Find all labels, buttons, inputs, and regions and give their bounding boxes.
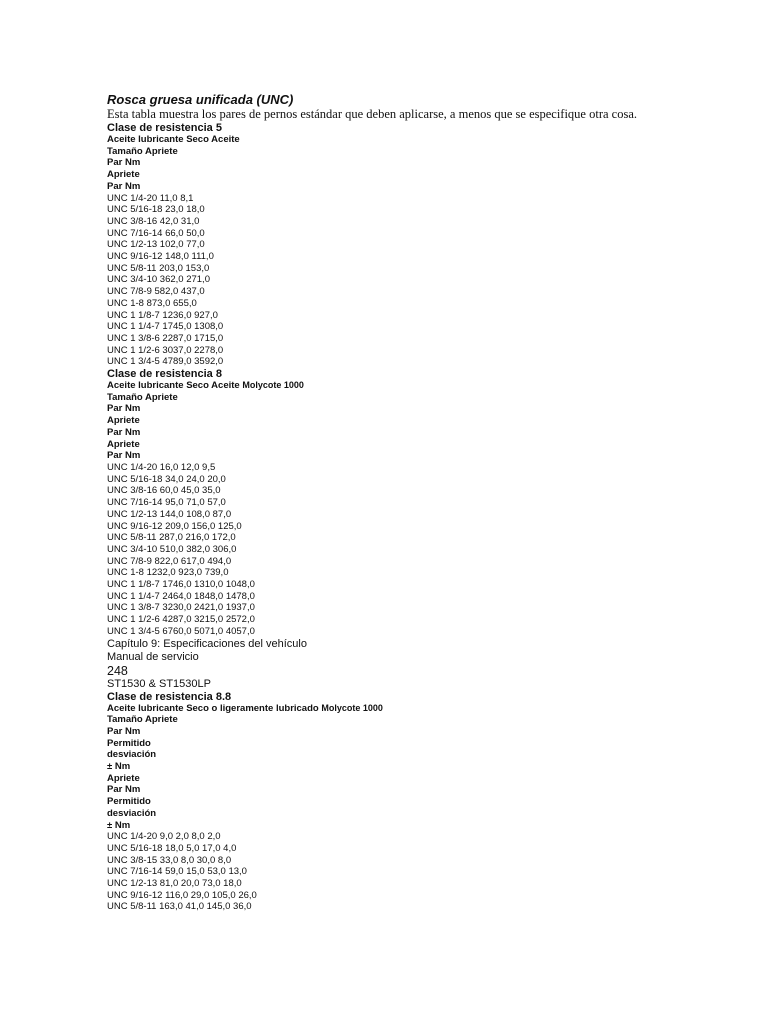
table-row: UNC 1/2-13 102,0 77,0 <box>107 239 205 251</box>
table-row: UNC 3/8-15 33,0 8,0 30,0 8,0 <box>107 854 232 866</box>
table-row: UNC 3/8-16 42,0 31,0 <box>107 215 200 227</box>
table-row: UNC 1 3/8-7 3230,0 2421,0 1937,0 <box>107 602 255 614</box>
table-header: Par Nm <box>107 725 141 737</box>
table-header: ± Nm <box>107 761 131 773</box>
table-header: Apriete <box>107 438 140 450</box>
table-header: Par Nm <box>107 450 141 462</box>
table-headers-class-8 <box>107 380 747 462</box>
manual-label: Manual de servicio <box>107 650 199 663</box>
table-row: UNC 1 1/4-7 1745,0 1308,0 <box>107 321 224 333</box>
section-heading-class-5: Clase de resistencia 5 <box>107 122 222 134</box>
table-header: desviación <box>107 807 157 819</box>
lubricant-header-text: Aceite lubricante Seco o ligeramente lubricado <box>107 702 319 714</box>
section-heading-class-8: Clase de resistencia 8 <box>107 368 222 381</box>
table-rows-class-8-8 <box>107 831 747 913</box>
table-row: UNC 1/4-20 11,0 8,1 <box>107 192 194 204</box>
section-heading-class-8-8: Clase de resistencia 8.8 <box>107 690 232 703</box>
table-row: UNC 9/16-12 209,0 156,0 125,0 <box>107 520 242 532</box>
table-row: UNC 1 3/8-6 2287,0 1715,0 <box>107 332 224 344</box>
table-header: ± Nm <box>107 819 131 831</box>
table-header: Tamaño Apriete <box>107 391 178 403</box>
table-row: UNC 5/8-11 203,0 153,0 <box>107 262 210 274</box>
table-header: desviación <box>107 749 157 761</box>
table-row: UNC 5/16-18 34,0 24,0 20,0 <box>107 473 226 485</box>
intro-paragraph: Esta tabla muestra los pares de pernos estándar que deben aplicarse, a menos que se especifique otra cosa. <box>107 107 637 121</box>
table-header: Permitido <box>107 796 151 808</box>
table-header: Par Nm <box>107 784 141 796</box>
table-row: UNC 9/16-12 148,0 111,0 <box>107 251 214 263</box>
table-header: Tamaño Apriete <box>107 145 178 157</box>
lubricant-header <box>107 380 747 392</box>
table-header: Par Nm <box>107 180 141 192</box>
table-row: UNC 5/16-18 23,0 18,0 <box>107 204 205 216</box>
lubricant-header-extra: Molycote 1000 <box>242 380 304 391</box>
table-row: UNC 1/2-13 144,0 108,0 87,0 <box>107 508 232 520</box>
table-row: UNC 1-8 873,0 655,0 <box>107 297 197 309</box>
page-title: Rosca gruesa unificada (UNC) <box>107 92 294 107</box>
model-label: ST1530 & ST1530LP <box>107 677 211 690</box>
lubricant-header-text: Aceite lubricante Seco Aceite <box>107 380 240 392</box>
lubricant-header <box>107 703 747 715</box>
table-row: UNC 1 1/8-7 1236,0 927,0 <box>107 309 218 321</box>
table-rows-class-5 <box>107 193 747 369</box>
table-row: UNC 1/4-20 16,0 12,0 9,5 <box>107 461 216 473</box>
table-row: UNC 7/16-14 59,0 15,0 53,0 13,0 <box>107 866 247 878</box>
table-row: UNC 7/8-9 822,0 617,0 494,0 <box>107 555 232 567</box>
table-row: UNC 3/4-10 362,0 271,0 <box>107 274 210 286</box>
table-row: UNC 9/16-12 116,0 29,0 105,0 26,0 <box>107 889 257 901</box>
table-header: Par Nm <box>107 157 141 169</box>
table-row: UNC 1-8 1232,0 923,0 739,0 <box>107 567 229 579</box>
table-row: UNC 1 1/8-7 1746,0 1310,0 1048,0 <box>107 579 255 591</box>
table-header: Par Nm <box>107 403 141 415</box>
table-row: UNC 1 1/2-6 4287,0 3215,0 2572,0 <box>107 614 255 626</box>
table-row: UNC 3/8-16 60,0 45,0 35,0 <box>107 485 221 497</box>
table-row: UNC 1 3/4-5 4789,0 3592,0 <box>107 356 224 368</box>
lubricant-header-extra: Molycote 1000 <box>321 702 383 713</box>
table-row: UNC 7/8-9 582,0 437,0 <box>107 286 205 298</box>
table-row: UNC 5/8-11 287,0 216,0 172,0 <box>107 532 236 544</box>
table-row: UNC 1 3/4-5 6760,0 5071,0 4057,0 <box>107 625 255 637</box>
chapter-title: Capítulo 9: Especificaciones del vehículo <box>107 637 307 650</box>
table-row: UNC 1 1/4-7 2464,0 1848,0 1478,0 <box>107 590 255 602</box>
document-page <box>107 93 747 913</box>
table-row: UNC 7/16-14 95,0 71,0 57,0 <box>107 497 226 509</box>
page-number: 248 <box>107 663 128 678</box>
table-header: Aceite lubricante Seco Aceite <box>107 134 240 145</box>
table-header: Permitido <box>107 737 151 749</box>
table-header: Apriete <box>107 415 140 427</box>
table-header: Tamaño Apriete <box>107 714 178 726</box>
table-headers-class-8-8 <box>107 703 747 832</box>
table-header: Par Nm <box>107 426 141 438</box>
table-header: Apriete <box>107 772 140 784</box>
table-row: UNC 1 1/2-6 3037,0 2278,0 <box>107 344 224 356</box>
table-row: UNC 5/16-18 18,0 5,0 17,0 4,0 <box>107 842 237 854</box>
table-row: UNC 1/2-13 81,0 20,0 73,0 18,0 <box>107 878 242 890</box>
table-row: UNC 7/16-14 66,0 50,0 <box>107 227 205 239</box>
table-headers-class-5 <box>107 134 747 193</box>
table-row: UNC 3/4-10 510,0 382,0 306,0 <box>107 543 237 555</box>
table-row: UNC 1/4-20 9,0 2,0 8,0 2,0 <box>107 831 221 843</box>
table-rows-class-8 <box>107 462 747 638</box>
table-header: Apriete <box>107 169 140 181</box>
table-row: UNC 5/8-11 163,0 41,0 145,0 36,0 <box>107 901 252 913</box>
